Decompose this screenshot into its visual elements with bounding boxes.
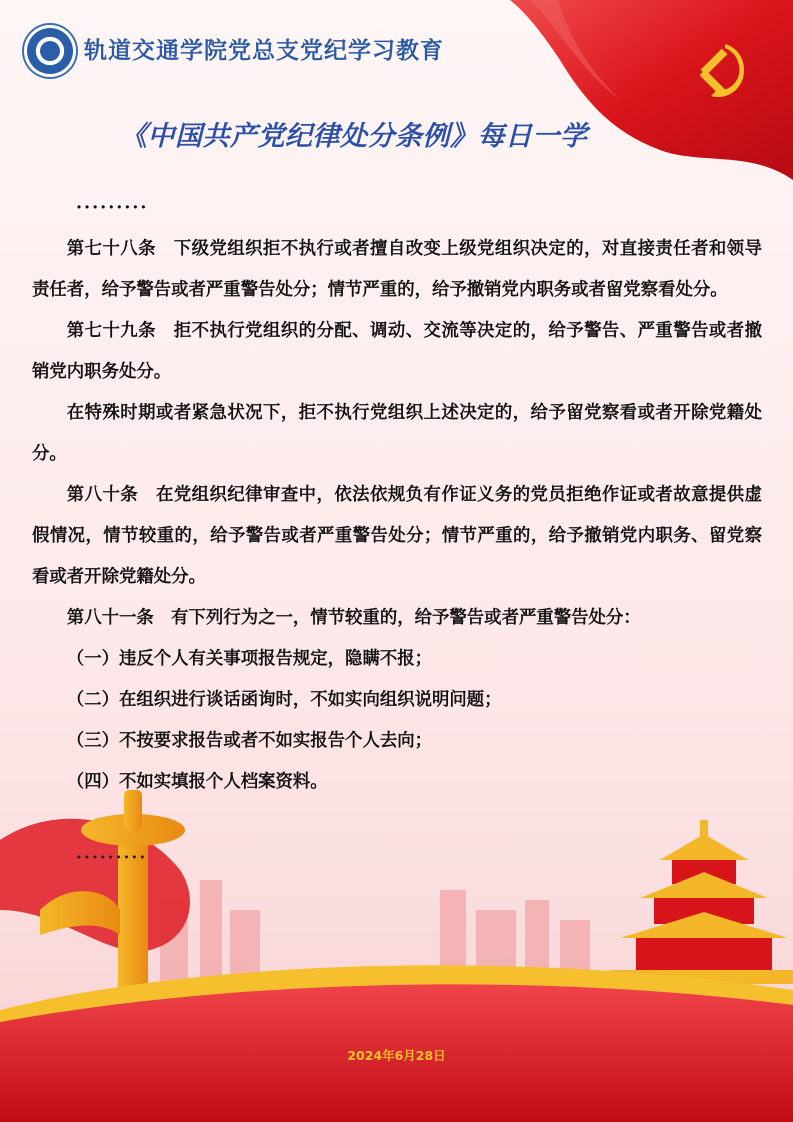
ellipsis-top: ········· bbox=[76, 198, 149, 218]
article-81-item-1: （一）违反个人有关事项报告规定，隐瞒不报； bbox=[66, 649, 433, 669]
article-79: 第七十九条 拒不执行党组织的分配、调动、交流等决定的，给予警告、严重警告或者撤销党内职务处分。 bbox=[32, 321, 762, 382]
article-81: 第八十一条 有下列行为之一，情节较重的，给予警告或者严重警告处分： bbox=[66, 608, 641, 628]
article-79-clause: 在特殊时期或者紧急状况下，拒不执行党组织上述决定的，给予留党察看或者开除党籍处分。 bbox=[32, 403, 762, 464]
red-flag bbox=[470, 0, 793, 190]
article-body bbox=[32, 188, 762, 803]
article-81-item-3: （三）不按要求报告或者不如实报告个人去向； bbox=[66, 731, 433, 751]
ellipsis-bottom: ········· bbox=[76, 848, 148, 868]
article-78: 第七十八条 下级党组织拒不执行或者擅自改变上级党组织决定的，对直接责任者和领导责任者，给予警告或者严重警告处分；情节严重的，给予撤销党内职务或者留党察看处分。 bbox=[32, 239, 762, 300]
school-logo-icon bbox=[24, 25, 76, 77]
article-81-item-2: （二）在组织进行谈话函询时，不如实向组织说明问题； bbox=[66, 690, 502, 710]
article-81-item-4: （四）不如实填报个人档案资料。 bbox=[66, 772, 328, 792]
bottom-decoration bbox=[0, 760, 793, 1122]
temple-of-heaven bbox=[610, 820, 793, 984]
page-subtitle: 《中国共产党纪律处分条例》每日一学 bbox=[120, 121, 588, 152]
org-title: 轨道交通学院党总支党纪学习教育 bbox=[84, 38, 444, 64]
article-80: 第八十条 在党组织纪律审查中，依法依规负有作证义务的党员拒绝作证或者故意提供虚假情况，情节较重的，给予警告或者严重警告处分；情节严重的，给予撤销党内职务、留党察看或者开除党籍处分。 bbox=[32, 485, 762, 587]
publish-date: 2024年6月28日 bbox=[347, 1048, 446, 1063]
